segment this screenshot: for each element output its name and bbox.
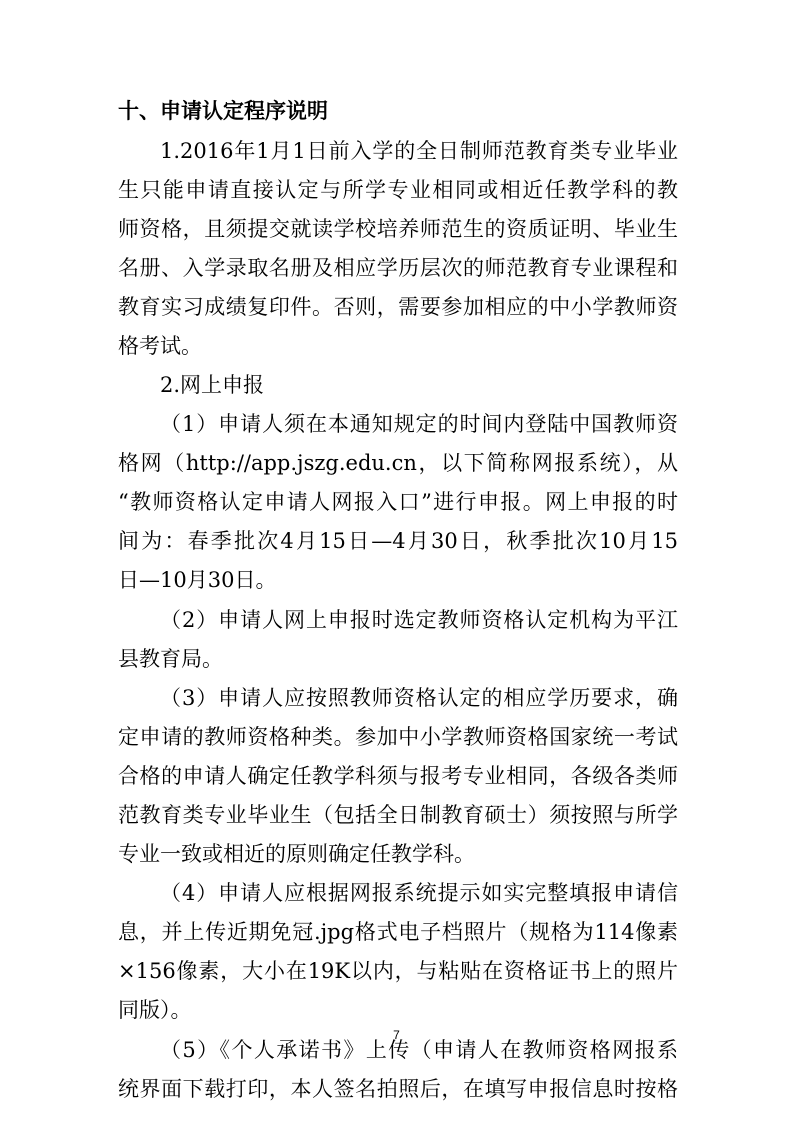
paragraph-line: 间为：春季批次4月15日—4月30日，秋季批次10月15	[118, 529, 678, 553]
paragraph-line: 定申请的教师资格种类。参加中小学教师资格国家统一考试	[118, 725, 678, 749]
paragraph-line: 格网（http://app.jszg.edu.cn，以下简称网报系统），从	[118, 451, 678, 475]
paragraph-line: 专业一致或相近的原则确定任教学科。	[118, 842, 475, 866]
paragraph-line: 1.2016年1月1日前入学的全日制师范教育类专业毕业	[160, 139, 678, 163]
paragraph-line: 格考试。	[118, 334, 202, 358]
paragraph-line: 生只能申请直接认定与所学专业相同或相近任教学科的教	[118, 178, 678, 202]
subsection-heading: 2.网上申报	[160, 373, 265, 397]
paragraph-line: “教师资格认定申请人网报入口”进行申报。网上申报的时	[118, 490, 678, 514]
paragraph-line: （1）申请人须在本通知规定的时间内登陆中国教师资	[160, 412, 678, 436]
paragraph-line: 县教育局。	[118, 647, 223, 671]
paragraph-line: 名册、入学录取名册及相应学历层次的师范教育专业课程和	[118, 256, 678, 280]
paragraph-line: 同版）。	[118, 998, 192, 1022]
page-number: 7	[393, 1028, 400, 1042]
paragraph-line: （3）申请人应按照教师资格认定的相应学历要求，确	[160, 686, 678, 710]
paragraph-line: 师资格，且须提交就读学校培养师范生的资质证明、毕业生	[118, 217, 678, 241]
paragraph-line: 合格的申请人确定任教学科须与报考专业相同，各级各类师	[118, 764, 678, 788]
paragraph-line: （5）《个人承诺书》上传（申请人在教师资格网报系	[160, 1038, 678, 1062]
paragraph-line: 教育实习成绩复印件。否则，需要参加相应的中小学教师资	[118, 295, 678, 319]
section-heading: 十、申请认定程序说明	[118, 99, 328, 123]
paragraph-line: （2）申请人网上申报时选定教师资格认定机构为平江	[160, 608, 678, 632]
paragraph-line: 统界面下载打印，本人签名拍照后，在填写申报信息时按格	[118, 1077, 678, 1101]
paragraph-line: 范教育类专业毕业生（包括全日制教育硕士）须按照与所学	[118, 803, 678, 827]
paragraph-line: （4）申请人应根据网报系统提示如实完整填报申请信	[160, 881, 678, 905]
paragraph-line: 日—10月30日。	[118, 568, 277, 592]
paragraph-line: ×156像素，大小在19K以内，与粘贴在资格证书上的照片	[118, 959, 678, 983]
paragraph-line: 息，并上传近期免冠.jpg格式电子档照片（规格为114像素	[118, 920, 678, 944]
